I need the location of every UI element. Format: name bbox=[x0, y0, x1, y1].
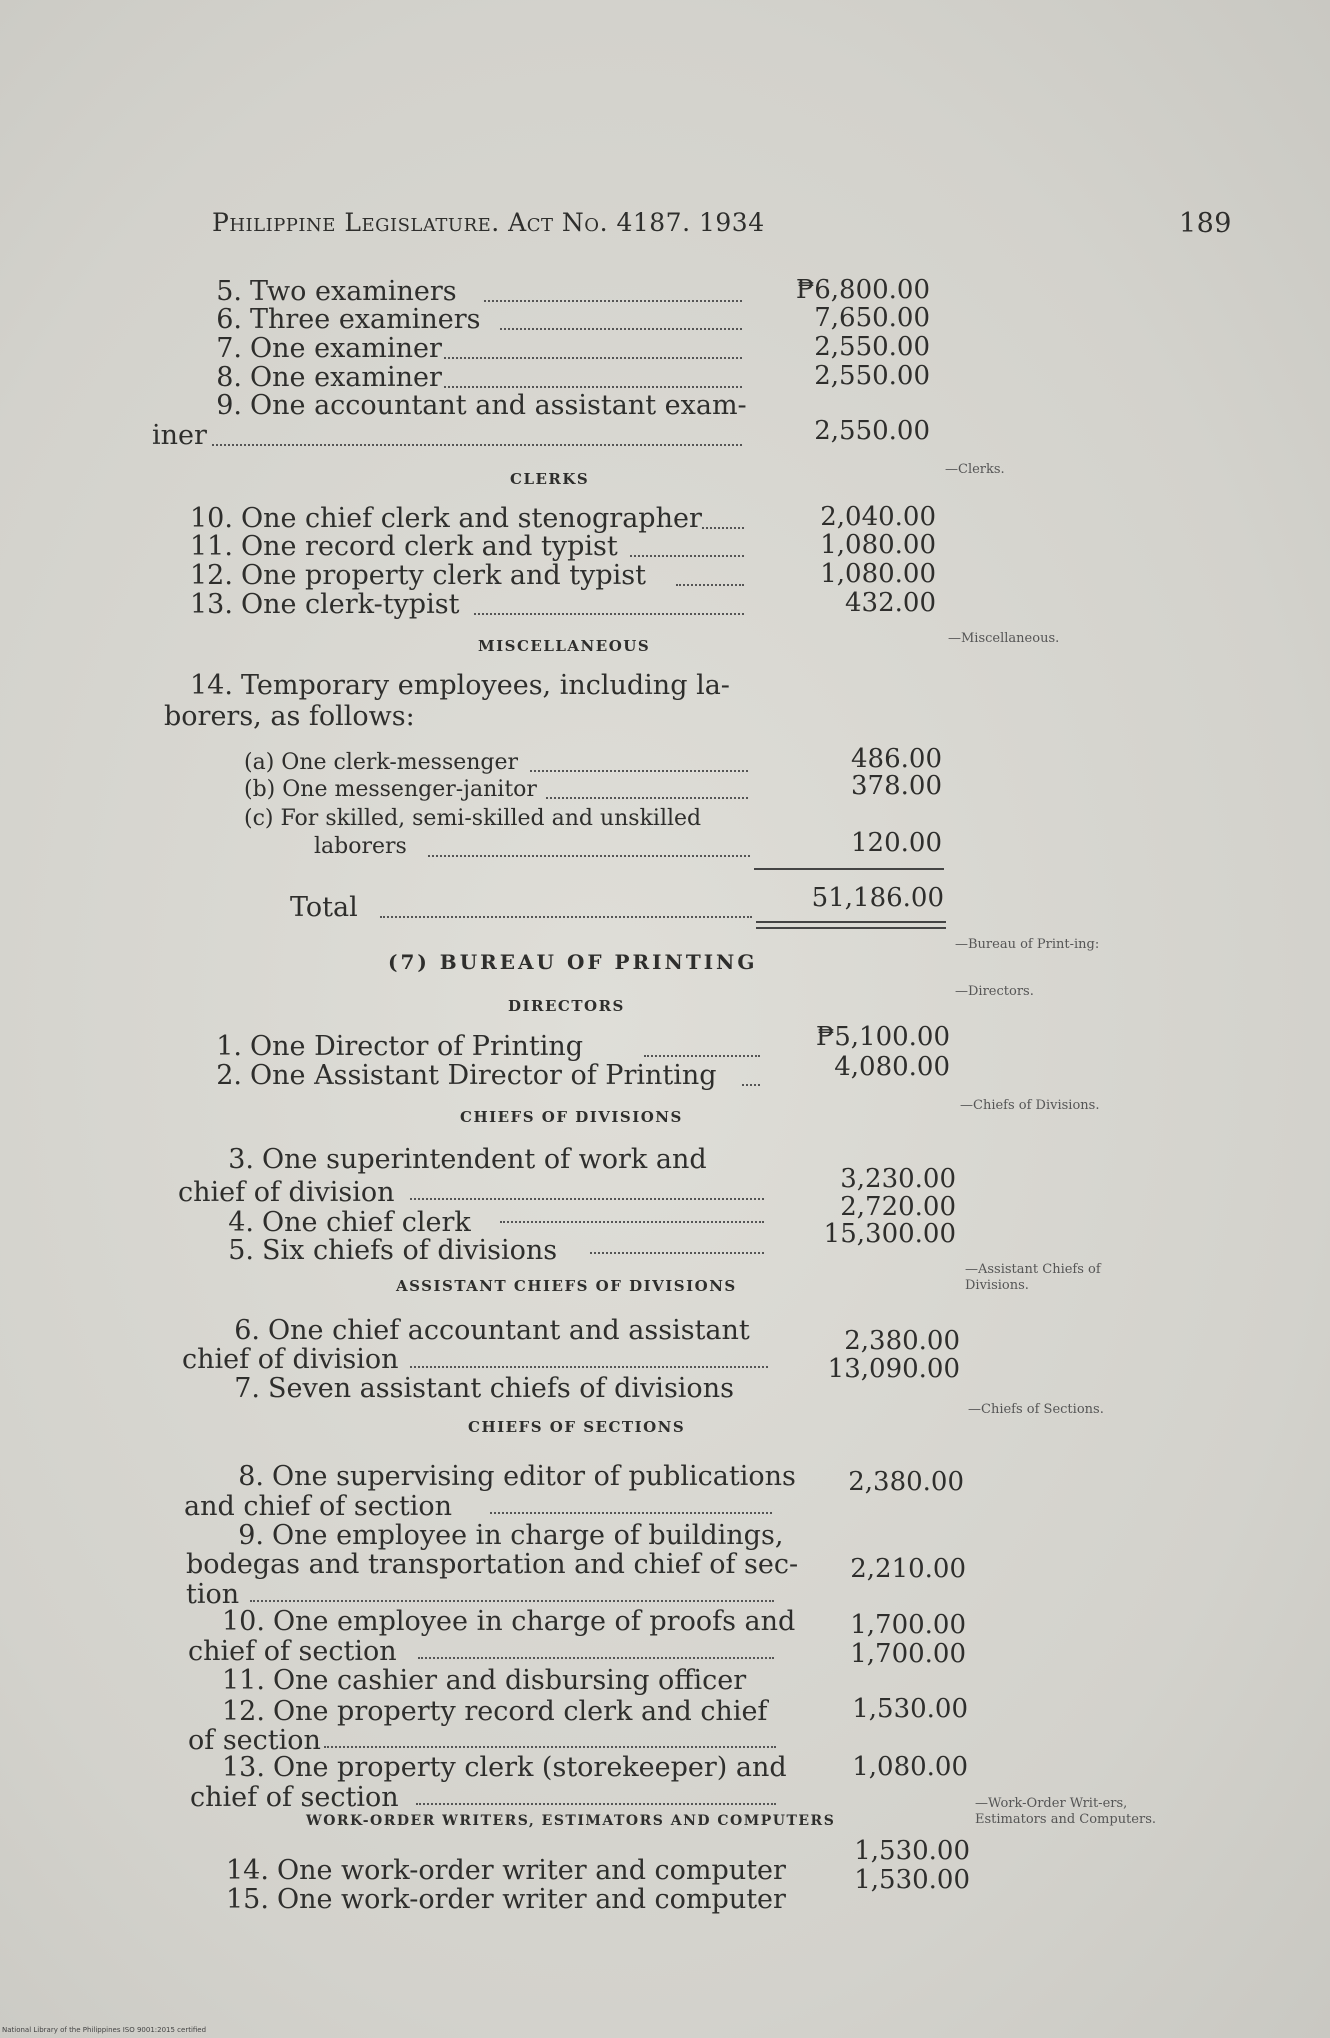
list-item: 8. One supervising editor of publications bbox=[238, 1461, 796, 1492]
margin-note: —Miscellaneous. bbox=[948, 631, 1060, 646]
page-number: 189 bbox=[1178, 208, 1232, 239]
section-heading-assistant-chiefs-of-divisions: ASSISTANT CHIEFS OF DIVISIONS bbox=[396, 1277, 737, 1295]
leader-dots bbox=[630, 555, 744, 557]
margin-note: —Directors. bbox=[955, 984, 1034, 999]
amount: 432.00 bbox=[845, 588, 936, 618]
list-item-continuation: chief of section bbox=[188, 1636, 397, 1667]
list-item: 7. One examiner bbox=[216, 333, 442, 364]
leader-dots bbox=[380, 916, 752, 918]
list-item: 1. One Director of Printing bbox=[216, 1031, 584, 1062]
leader-dots bbox=[444, 357, 742, 359]
leader-dots bbox=[250, 1600, 774, 1602]
leader-dots bbox=[484, 300, 742, 302]
amount: 1,530.00 bbox=[854, 1836, 970, 1866]
leader-dots bbox=[644, 1055, 760, 1057]
sub-item: (c) For skilled, semi-skilled and unskilled bbox=[244, 806, 702, 831]
leader-dots bbox=[546, 797, 748, 799]
list-item: 9. One employee in charge of buildings, bbox=[238, 1520, 784, 1551]
amount: 13,090.00 bbox=[827, 1354, 960, 1384]
list-item: 12. One property record clerk and chief bbox=[222, 1696, 768, 1727]
amount: 378.00 bbox=[851, 771, 942, 801]
scan-footer: National Library of the Philippines ISO 9001:2015 certified bbox=[2, 2026, 207, 2034]
amount: 1,080.00 bbox=[852, 1752, 968, 1782]
leader-dots bbox=[416, 1803, 776, 1805]
amount: 2,550.00 bbox=[814, 361, 930, 391]
list-item: 5. Six chiefs of divisions bbox=[228, 1235, 558, 1266]
page-header bbox=[212, 208, 1232, 248]
leader-dots bbox=[742, 1084, 760, 1086]
total-double-rule bbox=[756, 927, 946, 929]
amount: 1,080.00 bbox=[820, 559, 936, 589]
list-item-continuation: chief of division bbox=[178, 1177, 395, 1208]
amount: 7,650.00 bbox=[814, 303, 930, 333]
list-item: 13. One clerk-typist bbox=[190, 589, 460, 620]
amount: 2,040.00 bbox=[820, 502, 936, 532]
amount: 2,380.00 bbox=[844, 1326, 960, 1356]
amount: 1,700.00 bbox=[850, 1639, 966, 1669]
list-item: 11. One cashier and disbursing officer bbox=[222, 1665, 747, 1696]
list-item: 8. One examiner bbox=[216, 362, 442, 393]
list-item: 6. Three examiners bbox=[216, 304, 481, 335]
list-item: 9. One accountant and assistant exam- bbox=[216, 390, 747, 421]
leader-dots bbox=[410, 1366, 768, 1368]
margin-note: —Work-Order Writ-ers, Estimators and Computers. bbox=[975, 1796, 1156, 1827]
amount: 486.00 bbox=[851, 744, 942, 774]
section-heading-chiefs-of-divisions: CHIEFS OF DIVISIONS bbox=[460, 1108, 683, 1126]
leader-dots bbox=[676, 584, 744, 586]
amount: ₱5,100.00 bbox=[815, 1022, 950, 1052]
amount: 1,700.00 bbox=[850, 1610, 966, 1640]
list-item: 2. One Assistant Director of Printing bbox=[216, 1060, 717, 1091]
leader-dots bbox=[500, 328, 742, 330]
total-amount: 51,186.00 bbox=[811, 883, 944, 913]
amount: 1,530.00 bbox=[852, 1694, 968, 1724]
section-heading-bureau: (7) BUREAU OF PRINTING bbox=[388, 950, 758, 974]
amount: 120.00 bbox=[851, 828, 942, 858]
margin-note: —Chiefs of Divisions. bbox=[960, 1098, 1100, 1113]
list-item: 4. One chief clerk bbox=[228, 1207, 471, 1238]
sub-item-continuation: laborers bbox=[314, 834, 407, 859]
leader-dots bbox=[490, 1512, 772, 1514]
total-double-rule bbox=[756, 921, 946, 923]
list-item-continuation: borers, as follows: bbox=[164, 701, 415, 732]
list-item-continuation: and chief of section bbox=[184, 1491, 452, 1522]
amount: 1,080.00 bbox=[820, 530, 936, 560]
amount: 15,300.00 bbox=[823, 1219, 956, 1249]
list-item: 14. One work-order writer and computer bbox=[226, 1855, 786, 1886]
section-heading-clerks: CLERKS bbox=[510, 470, 590, 488]
margin-note: —Chiefs of Sections. bbox=[968, 1402, 1104, 1417]
list-item: 12. One property clerk and typist bbox=[190, 560, 647, 591]
margin-note: —Bureau of Print-ing: bbox=[955, 937, 1100, 952]
leader-dots bbox=[410, 1198, 764, 1200]
section-heading-miscellaneous: MISCELLANEOUS bbox=[478, 637, 651, 655]
list-item: 13. One property clerk (storekeeper) and bbox=[222, 1752, 787, 1783]
leader-dots bbox=[500, 1221, 764, 1223]
leader-dots bbox=[324, 1746, 776, 1748]
amount: 2,550.00 bbox=[814, 332, 930, 362]
list-item: 5. Two examiners bbox=[216, 276, 457, 307]
amount: 2,210.00 bbox=[850, 1554, 966, 1584]
list-item: 15. One work-order writer and computer bbox=[226, 1884, 786, 1915]
list-item: 3. One superintendent of work and bbox=[228, 1144, 707, 1175]
list-item: 10. One employee in charge of proofs and bbox=[222, 1606, 796, 1637]
amount: 4,080.00 bbox=[834, 1052, 950, 1082]
margin-note: —Assistant Chiefs of Divisions. bbox=[965, 1262, 1101, 1293]
leader-dots bbox=[530, 770, 748, 772]
amount: 2,720.00 bbox=[840, 1192, 956, 1222]
list-item: 7. Seven assistant chiefs of divisions bbox=[234, 1373, 734, 1404]
amount: ₱6,800.00 bbox=[795, 275, 930, 305]
leader-dots bbox=[212, 444, 742, 446]
section-heading-chiefs-of-sections: CHIEFS OF SECTIONS bbox=[468, 1418, 686, 1436]
amount: 2,550.00 bbox=[814, 416, 930, 446]
leader-dots bbox=[590, 1252, 764, 1254]
leader-dots bbox=[702, 527, 744, 529]
sub-item: (b) One messenger-janitor bbox=[244, 777, 537, 802]
list-item: 11. One record clerk and typist bbox=[190, 531, 618, 562]
total-label: Total bbox=[290, 892, 358, 923]
running-title: Philippine Legislature. Act No. 4187. 1934 bbox=[212, 208, 765, 237]
amount: 3,230.00 bbox=[840, 1164, 956, 1194]
section-heading-work-order: WORK-ORDER WRITERS, ESTIMATORS AND COMPUTERS bbox=[306, 1813, 836, 1829]
amount: 2,380.00 bbox=[848, 1467, 964, 1497]
leader-dots bbox=[474, 613, 744, 615]
list-item-continuation: bodegas and transportation and chief of sec- bbox=[186, 1549, 799, 1580]
amount: 1,530.00 bbox=[854, 1865, 970, 1895]
list-item-continuation: tion bbox=[186, 1579, 240, 1610]
sum-rule bbox=[754, 868, 944, 870]
leader-dots bbox=[428, 855, 750, 857]
list-item-continuation: iner bbox=[152, 420, 207, 451]
list-item-continuation: chief of section bbox=[190, 1782, 399, 1813]
list-item-continuation: chief of division bbox=[182, 1344, 399, 1375]
sub-item: (a) One clerk-messenger bbox=[244, 750, 519, 775]
list-item: 6. One chief accountant and assistant bbox=[234, 1315, 750, 1346]
list-item: 14. Temporary employees, including la- bbox=[190, 670, 730, 701]
section-heading-directors: DIRECTORS bbox=[508, 997, 625, 1015]
margin-note: —Clerks. bbox=[945, 462, 1005, 477]
leader-dots bbox=[444, 386, 742, 388]
leader-dots bbox=[418, 1657, 774, 1659]
list-item-continuation: of section bbox=[188, 1725, 321, 1756]
list-item: 10. One chief clerk and stenographer bbox=[190, 503, 702, 534]
